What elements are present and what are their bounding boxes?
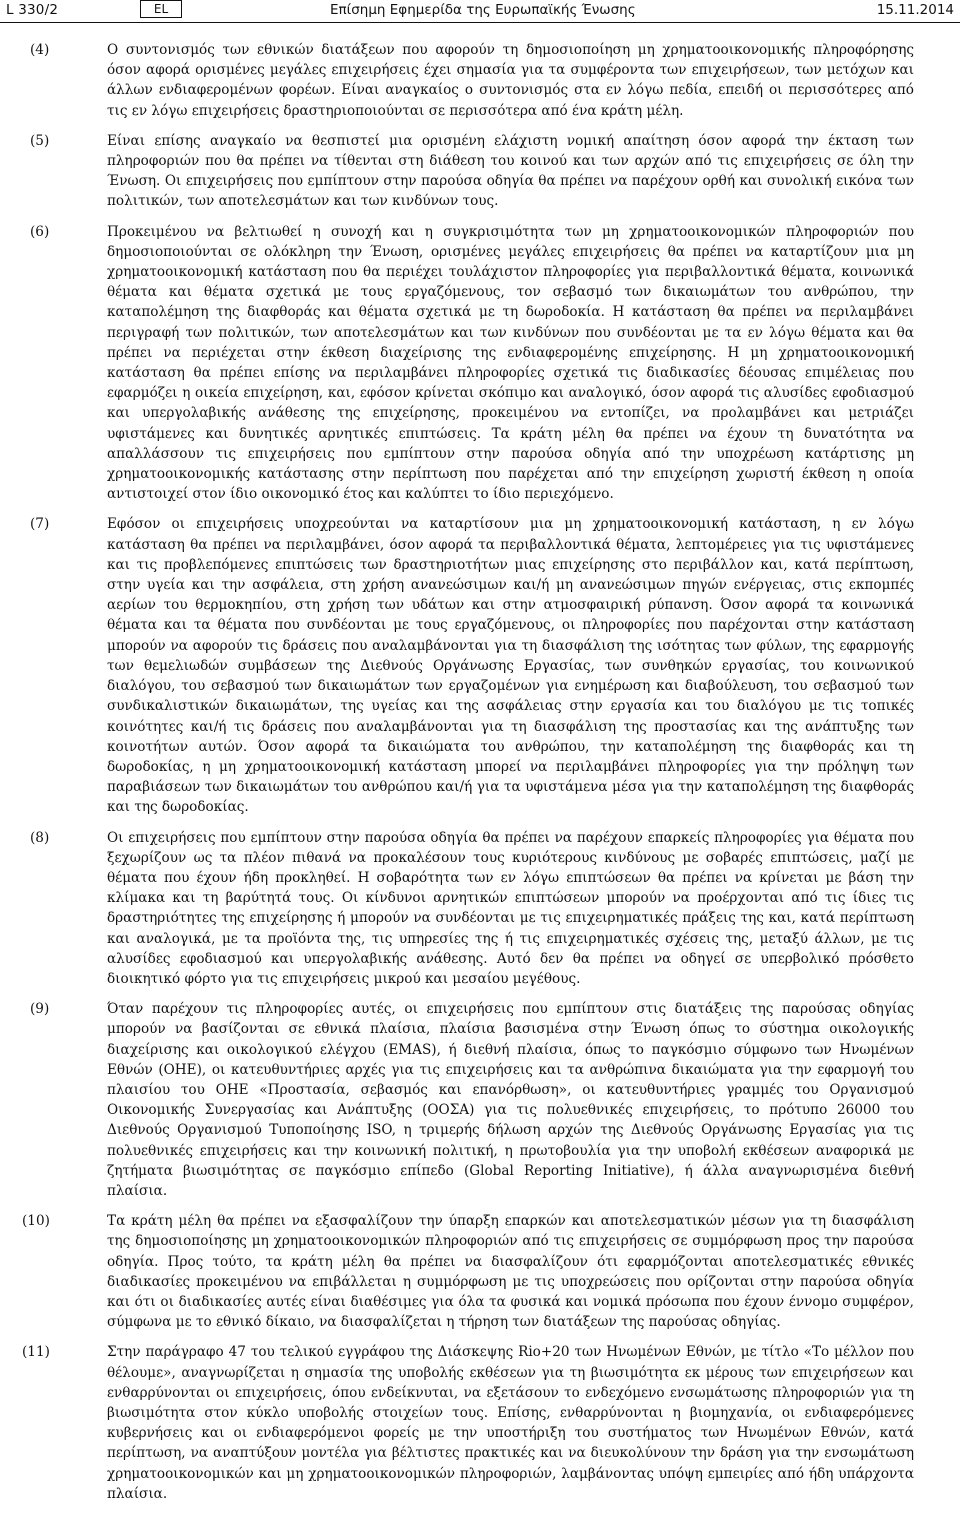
page-reference: L 330/2 [6, 2, 59, 18]
recital-number: (9) [30, 1001, 50, 1018]
recital-text: Εφόσον οι επιχειρήσεις υποχρεούνται να καταρτίσουν μια μη χρηματοοικονομική κατάσταση, η εν λόγω κατάσταση θα πρέπει να περιλαμβάνει, όσον αφορά τα περιβαλλοντικά θέματα, λεπτομέρειες για τις υφιστάμενες και τις προβλεπόμενες επιπτώσεις των δραστηριοτήτων μιας επιχείρησης στο περιβάλλον και, κατά περίπτωση, στην υγεία και την ασφάλεια, στη χρήση ανανεώσιμων και/ή μη ανανεώσιμων πηγών ενέργειας, στις εκπομπές αερίων του θερμοκηπίου, στη χρήση των υδάτων και στην ατμοσφαιρική ρύπανση. Όσον αφορά τα κοινωνικά θέματα και τα θέματα που συνδέονται με τους εργαζόμενους, οι πληροφορίες που παρέχονται στην κατάσταση μπορούν να αφορούν τις δράσεις που αναλαμβάνονται για τη διασφάλιση της ισότητας των φύλων, της εφαρμογής των θεμελιωδών συμβάσεων της Διεθνούς Οργάνωσης Εργασίας, των συνθηκών εργασίας, του κοινωνικού διαλόγου, του σεβασμού των δικαιωμάτων των εργαζομένων για ενημέρωση και διαβούλευση, του σεβασμού των συνδικαλιστικών δικαιωμάτων, της υγείας και της ασφάλειας στην εργασία και του διαλόγου με τις τοπικές κοινότητες και/ή τις δράσεις που αναλαμβάνονται για τη διασφάλιση της προστασίας και της ανάπτυξης των κοινοτήτων αυτών. Όσον αφορά τα δικαιώματα του ανθρώπου, την καταπολέμηση της διαφθοράς και τη δωροδοκίας, η μη χρηματοοικονομική κατάσταση μπορεί να περιλαμβάνει πληροφορίες για την πρόληψη των παραβιάσεων των δικαιωμάτων του ανθρώπου και/ή για τα υφιστάμενα μέσα για την καταπολέμηση της διαφθοράς και της δωροδοκίας. [107, 516, 914, 816]
language-code-box: EL [140, 0, 182, 18]
recital-text: Όταν παρέχουν τις πληροφορίες αυτές, οι επιχειρήσεις που εμπίπτουν στις διατάξεις της παρούσας οδηγίας μπορούν να βασίζονται σε εθνικά πλαίσια, πλαίσια βασισμένα στην Ένωση όπως το σύστημα οικολογικής διαχείρισης και οικολογικού ελέγχου (EMAS), ή διεθνή πλαίσια, όπως το παγκόσμιο σύμφωνο των Ηνωμένων Εθνών (ΟΗΕ), οι κατευθυντήριες αρχές για τις επιχειρήσεις και τα ανθρώπινα δικαιώματα για την εφαρμογή του πλαισίου του ΟΗΕ «Προστασία, σεβασμός και επανόρθωση», οι κατευθυντήριες γραμμές του Οργανισμού Οικονομικής Συνεργασίας και Ανάπτυξης (ΟΟΣΑ) για τις πολυεθνικές επιχειρήσεις, το πρότυπο 26000 του Διεθνούς Οργανισμού Τυποποίησης ISO, η τριμερής δήλωση αρχών της Διεθνούς Οργάνωσης Εργασίας για τις πολυεθνικές επιχειρήσεις και την κοινωνική πολιτική, η πρωτοβουλία για την υποβολή εκθέσεων αναφορικά με ζητήματα βιωσιμότητας σε παγκόσμιο επίπεδο (Global Reporting Initiative), ή άλλα αναγνωρισμένα διεθνή πλαίσια. [107, 1001, 914, 1199]
recital-number: (5) [30, 132, 50, 149]
recital-7 [0, 514, 960, 817]
recital-text: Οι επιχειρήσεις που εμπίπτουν στην παρούσα οδηγία θα πρέπει να παρέχουν επαρκείς πληροφορίες για θέματα που ξεχωρίζουν ως τα πλέον πιθανά να προκαλέσουν τους κυριότερους κινδύνους με σοβαρές επιπτώσεις, μαζί με θέματα που έχουν ήδη προκληθεί. Η σοβαρότητα των εν λόγω επιπτώσεων θα πρέπει να κρίνεται με βάση την κλίμακα και τη βαρύτητά τους. Οι κίνδυνοι αρνητικών επιπτώσεων μπορούν να προέρχονται από τις ίδιες τις δραστηριότητες της επιχείρησης ή μπορούν να συνδέονται με τις επιχειρηματικές πράξεις της και, κατά περίπτωση και αναλογικά, με τα προϊόντα της, τις υπηρεσίες της ή τις επιχειρηματικές σχέσεις της, μεταξύ άλλων, με τις αλυσίδες εφοδιασμού και υπεργολαβικής ανάθεσης. Αυτό δεν θα πρέπει να οδηγεί σε υπερβολικό πρόσθετο διοικητικό φόρτο για τις επιχειρήσεις μικρού και μεσαίου μεγέθους. [107, 829, 914, 987]
page-header [0, 0, 960, 22]
recital-text: Είναι επίσης αναγκαίο να θεσπιστεί μια ορισμένη ελάχιστη νομική απαίτηση όσον αφορά την έκταση των πληροφοριών που θα πρέπει να τίθενται στη διάθεση του κοινού και των αρχών από τις επιχειρήσεις σε όλη την Ένωση. Οι επιχειρήσεις που εμπίπτουν στην παρούσα οδηγία θα πρέπει να παρέχουν ορθή και συνολική εικόνα των πολιτικών, των αποτελεσμάτων και των κινδύνων τους. [107, 132, 914, 210]
recital-number: (10) [22, 1213, 50, 1230]
header-rule [0, 22, 960, 23]
recital-text: Στην παράγραφο 47 του τελικού εγγράφου της Διάσκεψης Rio+20 των Ηνωμένων Εθνών, με τίτλο «Το μέλλον που θέλουμε», αναγνωρίζεται η σημασία της υποβολής εκθέσεων για τη βιωσιμότητα εκ μέρους των επιχειρήσεων και ενθαρρύνονται οι επιχειρήσεις, όπου ενδείκνυται, να εξετάσουν το ενδεχόμενο ενσωμάτωσης πληροφοριών για τη βιωσιμότητα στον κύκλο υποβολής στοιχείων τους. Επίσης, ενθαρρύνονται η βιομηχανία, οι ενδιαφερόμενες κυβερνήσεις και οι ενδιαφερόμενοι φορείς με την υποστήριξη του συστήματος των Ηνωμένων Εθνών, κατά περίπτωση, να αναπτύξουν μοντέλα για βέλτιστες πρακτικές και να διευκολύνουν την δράση για την ενσωμάτωση χρηματοοικονομικών και μη χρηματοοικονομικών πληροφοριών, λαμβάνοντας υπόψη εμπειρίες από ήδη υπάρχοντα πλαίσια. [107, 1344, 914, 1502]
recital-11 [0, 1342, 960, 1504]
recital-text: Προκειμένου να βελτιωθεί η συνοχή και η συγκρισιμότητα των μη χρηματοοικονομικών πληροφοριών που δημοσιοποιούνται σε ολόκληρη την Ένωση, ορισμένες μεγάλες επιχειρήσεις θα πρέπει να καταρτίζουν μια μη χρηματοοικονομική κατάσταση που θα περιέχει τουλάχιστον πληροφορίες για περιβαλλοντικά θέματα, κοινωνικά θέματα και θέματα σχετικά με τους εργαζόμενους, τον σεβασμό των δικαιωμάτων του ανθρώπου, την καταπολέμηση της διαφθοράς και θέματα σχετικά με τη δωροδοκία. Η κατάσταση θα πρέπει να περιλαμβάνει περιγραφή των πολιτικών, των αποτελεσμάτων και των κινδύνων που συνδέονται με τα εν λόγω θέματα και θα πρέπει να περιέχεται στην έκθεση διαχείρισης της ενδιαφερομένης επιχείρησης. Η μη χρηματοοικονομική κατάσταση θα πρέπει επίσης να περιλαμβάνει πληροφορίες σχετικά τις διαδικασίες δέουσας επιμέλειας που εφαρμόζει η οικεία επιχείρηση, και, εφόσον κρίνεται σκόπιμο και αναλογικό, όσον αφορά τις αλυσίδες εφοδιασμού και υπεργολαβικής ανάθεσης της επιχείρησης, προκειμένου να εντοπίζει, να προλαμβάνει και μετριάζει υφιστάμενες και δυνητικές αρνητικές επιπτώσεις. Τα κράτη μέλη θα πρέπει να έχουν τη δυνατότητα να απαλλάσσουν τις επιχειρήσεις που εμπίπτουν στην παρούσα οδηγία από την υποχρέωση κατάρτισης μη χρηματοοικονομικής κατάστασης στην περίπτωση που παρέχεται από την επιχείρηση χωριστή έκθεση η οποία αντιστοιχεί στον ίδιο οικονομικό έτος και καλύπτει το ίδιο περιεχόμενο. [107, 223, 914, 503]
journal-title: Επίσημη Εφημερίδα της Ευρωπαϊκής Ένωσης [330, 2, 636, 18]
recital-5 [0, 131, 960, 212]
recital-text: Τα κράτη μέλη θα πρέπει να εξασφαλίζουν την ύπαρξη επαρκών και αποτελεσματικών μέσων για τη διασφάλιση της δημοσιοποίησης μη χρηματοοικονομικών πληροφοριών από τις επιχειρήσεις σε συμμόρφωση προς την παρούσα οδηγία. Προς τούτο, τα κράτη μέλη θα πρέπει να διασφαλίζουν ότι εφαρμόζονται αποτελεσματικές εθνικές διαδικασίες προκειμένου να επιβάλλεται η συμμόρφωση με τις υποχρεώσεις που ορίζονται στην παρούσα οδηγία και ότι οι διαδικασίες αυτές είναι διαθέσιμες για όλα τα φυσικά και νομικά πρόσωπα που έχουν έννομο συμφέρον, σύμφωνα με το εθνικό δίκαιο, να διασφαλίζεται η τήρηση των διατάξεων της παρούσας οδηγίας. [107, 1213, 914, 1331]
recital-4 [0, 40, 960, 121]
recital-number: (4) [30, 42, 50, 58]
recitals [0, 40, 960, 1514]
issue-date: 15.11.2014 [876, 2, 954, 18]
recital-10 [0, 1211, 960, 1332]
recital-number: (6) [30, 223, 50, 240]
recital-9 [0, 999, 960, 1201]
recital-number: (7) [30, 516, 50, 533]
recital-number: (8) [30, 829, 50, 846]
recital-number: (11) [22, 1344, 50, 1361]
recital-text: Ο συντονισμός των εθνικών διατάξεων που αφορούν τη δημοσιοποίηση μη χρηματοοικονομικής πληροφόρησης όσον αφορά ορισμένες μεγάλες επιχειρήσεις έχει σημασία για τα συμφέροντα των επιχειρήσεων, των μετόχων και άλλων ενδιαφερομένων φορέων. Είναι αναγκαίος ο συντονισμός στα εν λόγω πεδία, επειδή οι περισσότερες από τις εν λόγω επιχειρήσεις δραστηριοποιούνται σε περισσότερα από ένα κράτη μέλη. [107, 42, 914, 119]
recital-6 [0, 222, 960, 505]
recital-8 [0, 828, 960, 990]
